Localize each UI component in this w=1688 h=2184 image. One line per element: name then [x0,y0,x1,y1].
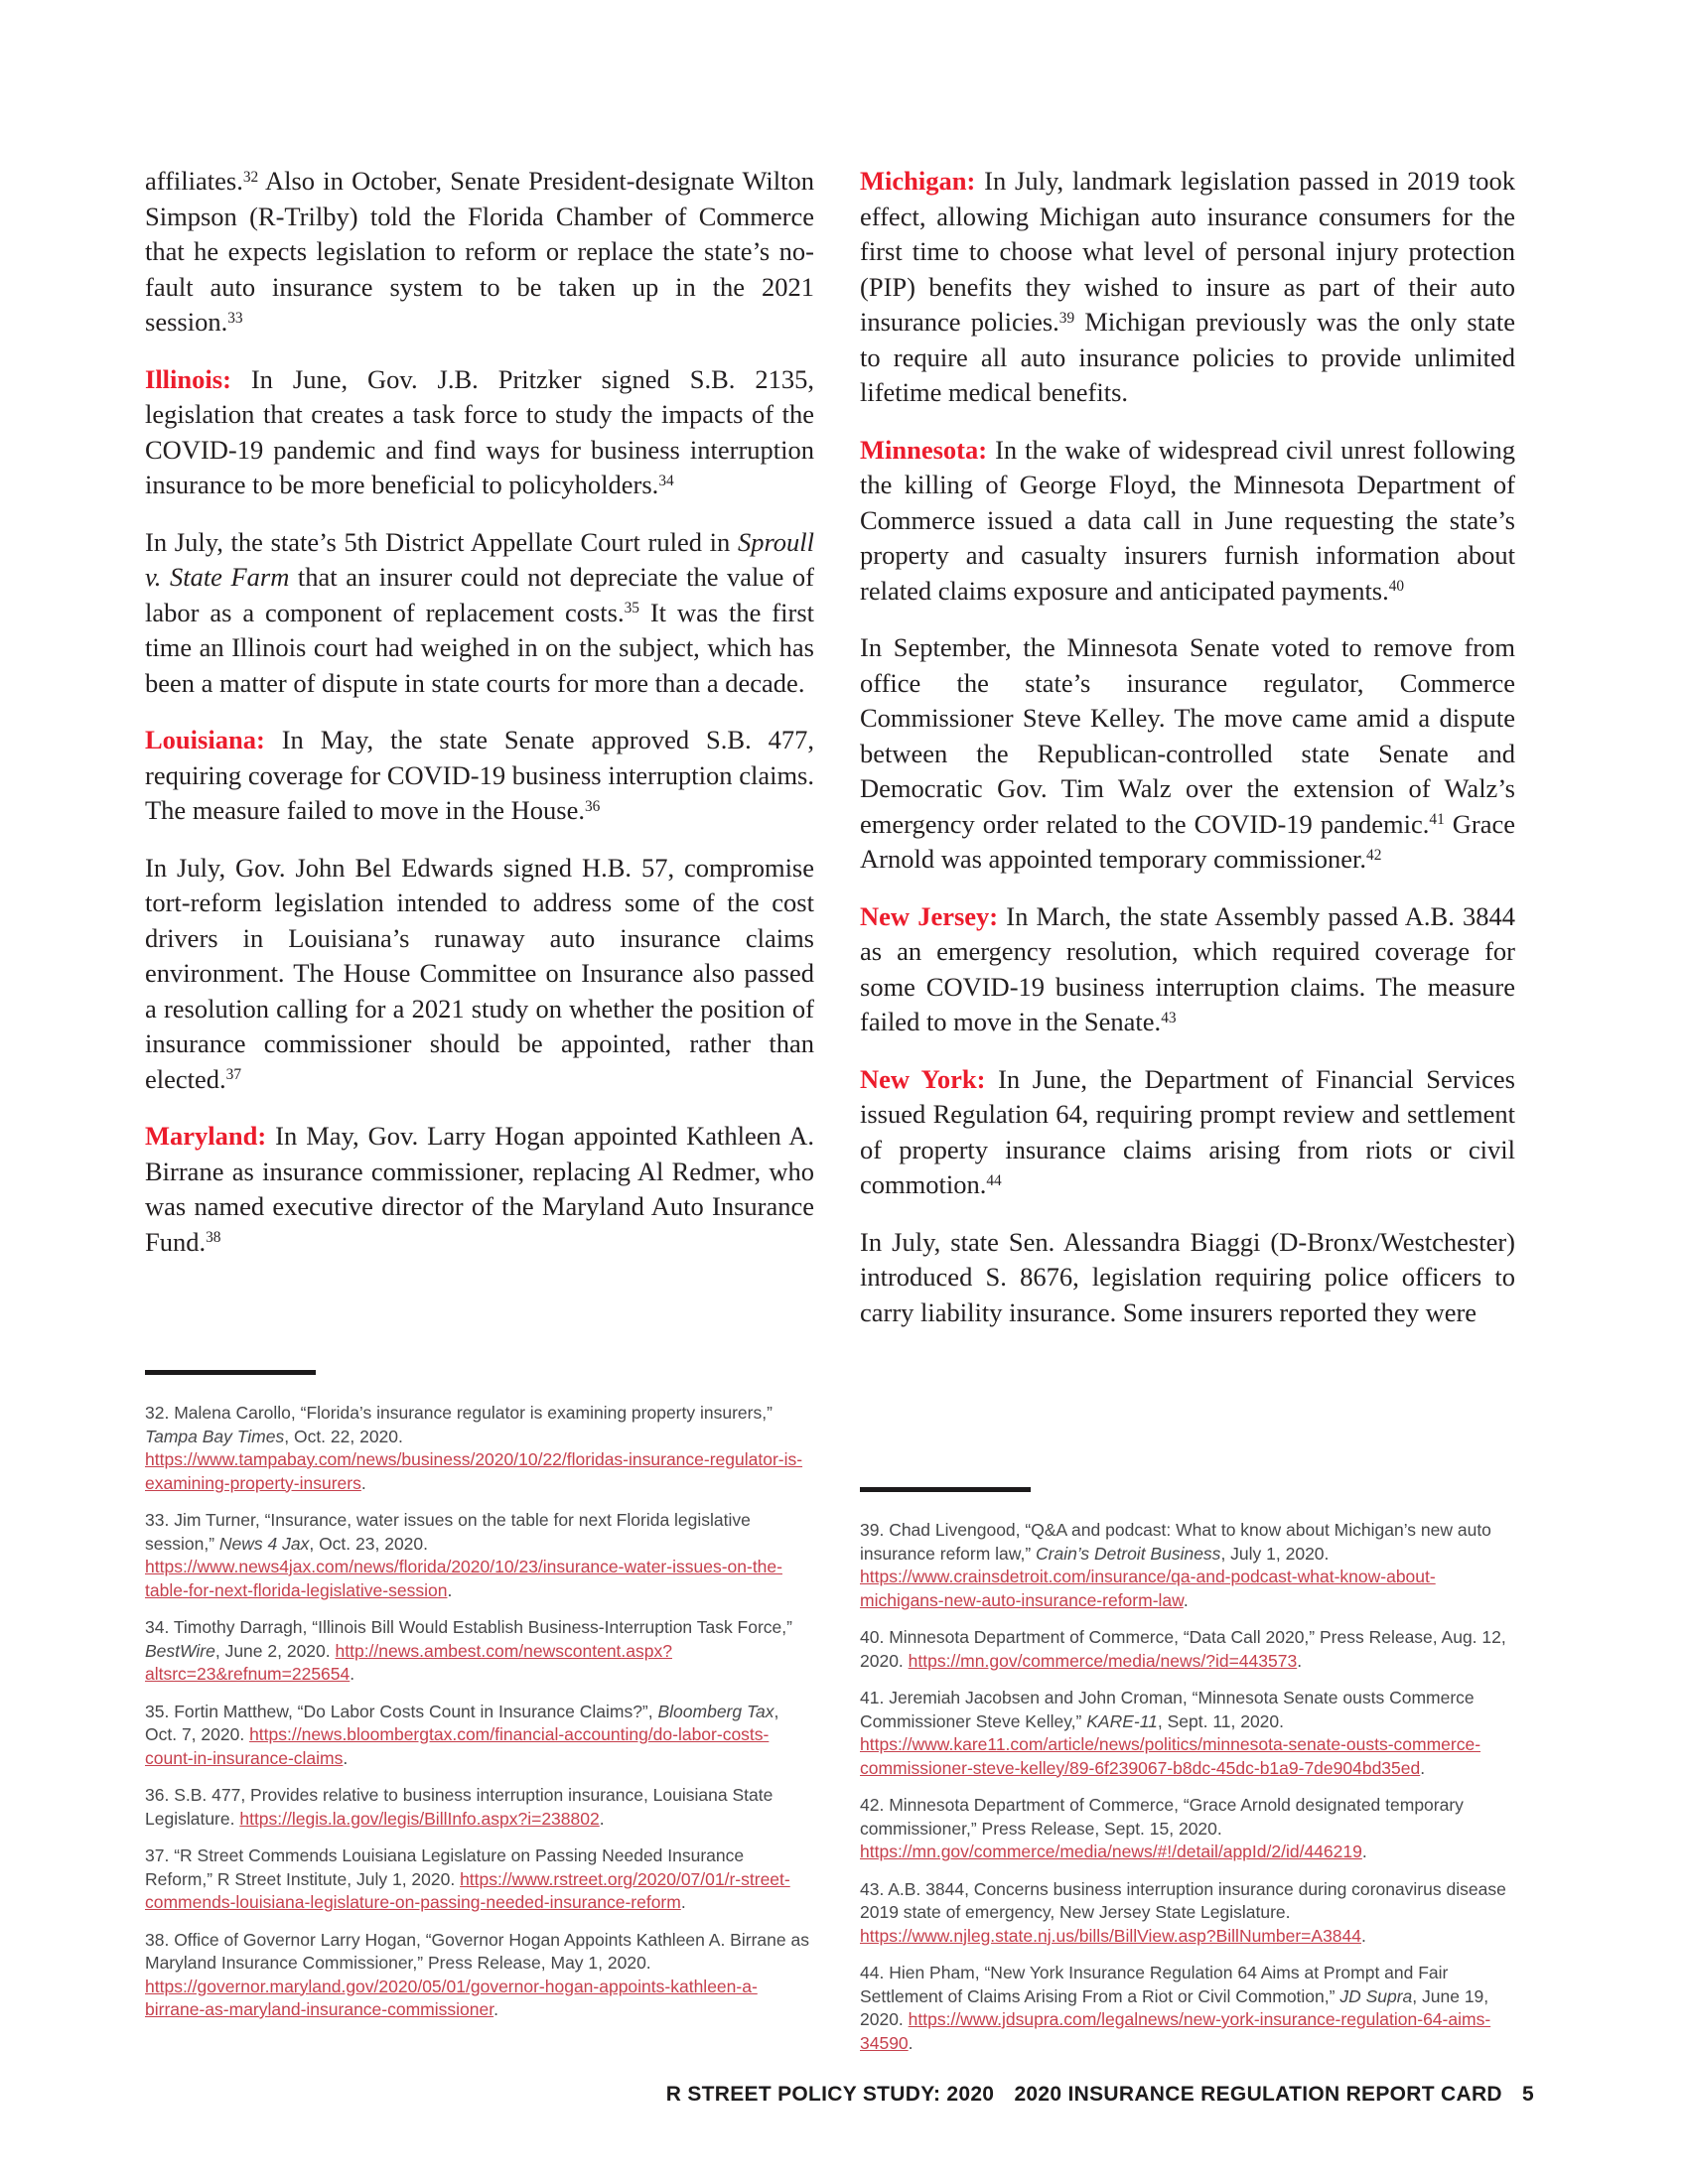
state-label: New York: [860,1063,986,1094]
text-run: In July, the state’s 5th District Appellate Court ruled in [145,526,738,557]
body-paragraph [145,723,814,829]
footnote-link[interactable]: http://news.ambest.com/newscontent.aspx?altsrc=23&refnum=225654 [145,1640,672,1684]
footnote [145,1402,814,1495]
footnote-list-left [145,1402,814,2022]
footnote-list-right [860,1519,1515,2055]
state-label: Maryland: [145,1121,267,1151]
italic-text: Crain’s Detroit Business [1036,1543,1221,1564]
footnote [860,1962,1515,2055]
text-run: In May, Gov. Larry Hogan appointed Kathleen A. Birrane as insurance commissioner, replacing Al Redmer, who was named executive director of the Maryland Auto Insurance Fund. [145,1121,814,1257]
footnote [145,1701,814,1771]
text-run: . [360,1472,366,1493]
footnotes-right [860,1487,1515,2069]
body-paragraph [145,164,814,341]
text-run: In June, Gov. J.B. Pritzker signed S.B. 2135, legislation that creates a task force to study the impacts of the COVID-19 pandemic and find ways for business interruption insurance to be more beneficial to policyholders. [145,363,814,499]
body-paragraph [860,164,1515,411]
footnote-ref: 43 [1161,1009,1177,1026]
text-run: 34. Timothy Darragh, “Illinois Bill Would Establish Business-Interruption Task Force,” [145,1617,792,1637]
text-run: In June, the Department of Financial Services issued Regulation 64, requiring prompt review and settlement of property insurance claims arising from riots or civil commotion. [860,1063,1515,1199]
text-run: Michigan previously was the only state to require all auto insurance policies to provide unlimited lifetime medical benefits. [860,307,1515,407]
text-run: that an insurer could not depreciate the value of labor as a component of replacement costs. [145,562,814,627]
footnote-link[interactable]: https://www.news4jax.com/news/florida/2020/10/23/insurance-water-issues-on-the-table-for-next-florida-legislative-session [145,1557,782,1600]
text-run: 35. Fortin Matthew, “Do Labor Costs Count in Insurance Claims?”, [145,1701,658,1721]
footer-doc-title: R STREET POLICY STUDY: 2020 [665,2083,995,2106]
footer-report-title: 2020 INSURANCE REGULATION REPORT CARD [1014,2083,1502,2106]
footnote-ref: 36 [585,797,601,815]
italic-text: News 4 Jax [218,1533,310,1554]
footnote-ref: 34 [658,472,674,489]
text-run: In July, state Sen. Alessandra Biaggi (D-Bronx/Westchester) introduced S. 8676, legislation requiring police officers to carry liability insurance. Some insurers reported they were [860,1226,1515,1327]
footer-page-number: 5 [1522,2083,1534,2106]
body-paragraph [145,362,814,503]
text-run: 41. Jeremiah Jacobsen and John Croman, “Minnesota Senate ousts Commerce Commissioner Steve Kelley,” [860,1688,1475,1731]
text-run: , Oct. 7, 2020. [145,1701,779,1744]
footnote [145,1509,814,1602]
italic-text: Bloomberg Tax [657,1701,774,1721]
state-label: New Jersey: [860,900,999,931]
text-run: 42. Minnesota Department of Commerce, “Grace Arnold designated temporary commissioner,” Press Release, Sept. 15, 2020. [860,1795,1464,1839]
text-run: , July 1, 2020. [1220,1543,1330,1564]
text-run: . [350,1664,355,1684]
text-run: . [493,1999,498,2019]
footnote-link[interactable]: https://www.tampabay.com/news/business/2020/10/22/floridas-insurance-regulator-is-examining-property-insurers [145,1449,803,1493]
text-run: 37. “R Street Commends Louisiana Legislature on Passing Needed Insurance Reform,” R Street Institute, July 1, 2020. [145,1845,745,1889]
text-run: 44. Hien Pham, “New York Insurance Regulation 64 Aims at Prompt and Fair Settlement of Claims Arising From a Riot or Civil Commotion,” [860,1963,1449,2006]
footnote-link[interactable]: https://www.rstreet.org/2020/07/01/r-street-commends-louisiana-legislature-on-passing-needed-insurance-reform [145,1868,790,1912]
footnote-ref: 35 [624,600,639,617]
text-run: In March, the state Assembly passed A.B. 3844 as an emergency resolution, which required coverage for some COVID-19 business interruption claims. The measure failed to move in the Senate. [860,900,1515,1036]
text-run: In September, the Minnesota Senate voted to remove from office the state’s insurance regulator, Commerce Commissioner Steve Kelley. The move came amid a dispute between the Republican-controlled state Senate and Democratic Gov. Tim Walz over the extension of Walz’s emergency order related to the COVID-19 pandemic. [860,632,1515,839]
text-run: In July, Gov. John Bel Edwards signed H.B. 57, compromise tort-reform legislation intended to address some of the cost drivers in Louisiana’s runaway auto insurance claims environment. The House Committee on Insurance also passed a resolution calling for a 2021 study on whether the position of insurance commissioner should be appointed, rather than elected. [145,852,814,1094]
footnote-link[interactable]: https://mn.gov/commerce/media/news/?id=443573 [908,1650,1298,1671]
body-paragraph [145,525,814,702]
footnote-ref: 39 [1058,309,1075,327]
italic-text: JD Supra [1339,1985,1413,2006]
footnote [860,1878,1515,1949]
italic-text: BestWire [145,1640,215,1661]
text-run: , June 19, 2020. [860,1985,1489,2029]
text-run: Grace Arnold was appointed temporary commissioner. [860,808,1515,874]
text-run: In the wake of widespread civil unrest following the killing of George Floyd, the Minnesota Department of Commerce issued a data call in June requesting the state’s property and casualty insurers furnish information about related claims exposure and anticipated payments. [860,434,1515,606]
text-run: 33. Jim Turner, “Insurance, water issues on the table for next Florida legislative session,” [145,1510,751,1554]
text-run: . [447,1579,453,1600]
footnote-ref: 42 [1366,846,1382,864]
text-run: 32. Malena Carollo, “Florida’s insurance regulator is examining property insurers,” [145,1403,773,1423]
text-run: . [1297,1650,1303,1671]
body-column-right [860,164,1515,1352]
body-paragraph [860,630,1515,878]
footnote-divider [145,1370,316,1375]
text-run: 40. Minnesota Department of Commerce, “Data Call 2020,” Press Release, Aug. 12, 2020. [860,1627,1506,1671]
text-run: , Oct. 22, 2020. [284,1426,403,1446]
footnote-divider [860,1487,1031,1492]
text-run: In May, the state Senate approved S.B. 477, requiring coverage for COVID-19 business interruption claims. The measure failed to move in the House. [145,725,814,825]
footnotes-left [145,1370,814,2036]
footnote [145,1616,814,1687]
footnote-link[interactable]: https://www.njleg.state.nj.us/bills/BillView.asp?BillNumber=A3844 [860,1925,1362,1946]
footnote-ref: 37 [225,1066,242,1084]
text-run: affiliates. [145,166,243,196]
text-run: 36. S.B. 477, Provides relative to business interruption insurance, Louisiana State Legislature. [145,1785,774,1829]
footnote-ref: 41 [1429,811,1445,829]
text-run: . [908,2032,914,2053]
footnote-link[interactable]: https://www.crainsdetroit.com/insurance/qa-and-podcast-what-know-about-michigans-new-auto-insurance-reform-law [860,1567,1436,1610]
text-run: 43. A.B. 3844, Concerns business interruption insurance during coronavirus disease 2019 state of emergency, New Jersey State Legislature. [860,1878,1506,1922]
footnote-ref: 33 [227,309,243,327]
body-paragraph [145,1119,814,1260]
footnote-link[interactable]: https://mn.gov/commerce/media/news/#!/detail/appId/2/id/446219 [860,1842,1362,1861]
footnote-link[interactable]: https://news.bloombergtax.com/financial-accounting/do-labor-costs-count-in-insurance-claims [145,1724,770,1768]
body-paragraph [860,1062,1515,1203]
state-label: Illinois: [145,363,231,394]
footnote [860,1626,1515,1673]
text-run: . [680,1892,686,1912]
footnote-link[interactable]: https://legis.la.gov/legis/BillInfo.aspx?i=238802 [239,1808,600,1829]
italic-text: KARE-11 [1086,1710,1158,1731]
text-run: It was the first time an Illinois court had weighed in on the subject, which has been a matter of dispute in state courts for more than a decade. [145,597,814,698]
italic-text: Tampa Bay Times [145,1426,285,1446]
body-column-left [145,164,814,1282]
text-run: , Sept. 11, 2020. [1157,1710,1285,1731]
text-run: . [1420,1757,1426,1778]
text-run: . [599,1808,605,1829]
body-paragraph [860,899,1515,1040]
text-run: , June 2, 2020. [214,1640,336,1661]
footnote [145,1929,814,2022]
state-label: Minnesota: [860,434,988,465]
text-run: , Oct. 23, 2020. [309,1533,428,1554]
footnote-link[interactable]: https://www.jdsupra.com/legalnews/new-york-insurance-regulation-64-aims-34590 [860,2009,1491,2053]
text-run: Also in October, Senate President-designate Wilton Simpson (R-Trilby) told the Florida Chamber of Commerce that he expects legislation to reform or replace the state’s no-fault auto insurance system to be taken up in the 2021 session. [145,166,814,337]
text-run: . [1183,1589,1189,1610]
body-paragraph [145,851,814,1098]
text-run: 38. Office of Governor Larry Hogan, “Governor Hogan Appoints Kathleen A. Birrane as Maryland Insurance Commissioner,” Press Release, May 1, 2020. [145,1929,809,1973]
state-label: Michigan: [860,166,976,196]
footnote [860,1794,1515,1864]
footnote-ref: 32 [242,168,259,186]
text-run: . [1361,1842,1367,1861]
footnote [145,1784,814,1831]
text-run: 39. Chad Livengood, “Q&A and podcast: What to know about Michigan’s new auto insurance reform law,” [860,1520,1491,1564]
footnote-ref: 40 [1388,578,1405,596]
text-run: In July, landmark legislation passed in 2019 took effect, allowing Michigan auto insurance consumers for the first time to choose what level of personal injury protection (PIP) benefits they wished to insure as part of their auto insurance policies. [860,166,1515,337]
footnote-ref: 38 [206,1229,221,1247]
body-paragraph [860,433,1515,610]
footnote-link[interactable]: https://www.kare11.com/article/news/politics/minnesota-senate-ousts-commerce-commissioner-steve-kelley/89-6f239067-b8dc-45dc-b1a9-7de904bd35ed [860,1734,1481,1778]
footnote-ref: 44 [986,1171,1002,1189]
state-label: Louisiana: [145,725,265,754]
footnote [860,1687,1515,1780]
footnote [145,1844,814,1915]
text-run: . [343,1747,349,1768]
italic-text: Sproull v. State Farm [145,526,814,592]
text-run: . [1361,1925,1366,1946]
footnote [860,1519,1515,1612]
page-footer [666,2083,1534,2107]
body-paragraph [860,1225,1515,1331]
footnote-link[interactable]: https://governor.maryland.gov/2020/05/01/governor-hogan-appoints-kathleen-a-birrane-as-maryland-insurance-commissioner [145,1976,758,2019]
